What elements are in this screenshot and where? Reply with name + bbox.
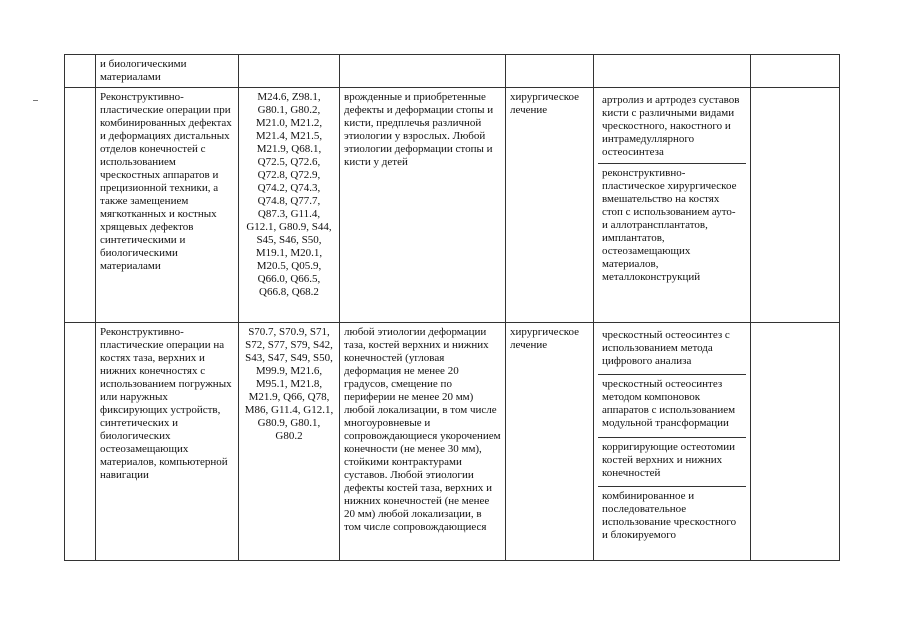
cell-patient-model	[340, 55, 506, 88]
scan-mark	[33, 100, 38, 101]
cell-standard	[751, 55, 840, 88]
cell-intervention-name: Реконструктивно-пластические операции на костях таза, верхних и нижних конечностях с использованием погружных или наружных фиксирующих устройств, синтетических и биологических остеозамещающих материалов, компьютерной навигации	[96, 323, 239, 561]
cell-standard	[751, 323, 840, 561]
treatment-method-item: чрескостный остеосинтез методом компоновок аппаратов с использованием модульной трансформации	[598, 375, 746, 438]
cell-codes: S70.7, S70.9, S71, S72, S77, S79, S42, S43, S47, S49, S50, M99.9, M21.6, M95.1, M21.8, M21.9, Q66, Q78, M86, G11.4, G12.1, G80.9, G80.1, G80.2	[239, 323, 340, 561]
cell-treatment-methods	[594, 323, 751, 561]
cell-treatment-type: хирургическое лечение	[506, 323, 594, 561]
cell-codes	[239, 55, 340, 88]
treatment-method-item: корригирующие остеотомии костей верхних и нижних конечностей	[598, 438, 746, 487]
treatment-method-item: реконструктивно-пластическое хирургическое вмешательство на костях стоп с использованием ауто- и аллотрансплантатов, имплантатов, остеозамещающих материалов, металлоконструкций	[602, 167, 737, 283]
cell-treatment-methods	[594, 88, 751, 323]
table-row-continuation	[65, 55, 840, 88]
cell-treatment-method	[594, 55, 751, 88]
cell-treatment-type	[506, 55, 594, 88]
treatment-method-item: артролиз и артродез суставов кисти с различными видами чрескостного, накостного и интрамедуллярного остеосинтеза	[598, 91, 746, 164]
cell-number	[65, 88, 96, 323]
cell-intervention-name: Реконструктивно-пластические операции при комбинированных дефектах и деформациях дистальных отделов конечностей с использованием чрескостных аппаратов и прецизионной техники, а также замещением мягкотканных и костных хрящевых дефектов синтетическими и биологическими материалами	[96, 88, 239, 323]
cell-standard	[751, 88, 840, 323]
cell-codes: M24.6, Z98.1, G80.1, G80.2, M21.0, M21.2, M21.4, M21.5, M21.9, Q68.1, Q72.5, Q72.6, Q72.8, Q72.9, Q74.2, Q74.3, Q74.8, Q77.7, Q87.3, G11.4, G12.1, G80.9, S44, S45, S46, S50, M19.1, M20.1, M20.5, Q05.9, Q66.0, Q66.5, Q66.8, Q68.2	[239, 88, 340, 323]
table-row-distal-limbs	[65, 88, 840, 323]
table-row-pelvis-limbs	[65, 323, 840, 561]
treatment-method-item: чрескостный остеосинтез с использованием метода цифрового анализа	[598, 326, 746, 375]
cell-treatment-type: хирургическое лечение	[506, 88, 594, 323]
cell-number	[65, 55, 96, 88]
treatment-method-item: комбинированное и последовательное использование чрескостного и блокируемого	[602, 490, 737, 541]
cell-intervention-name: и биологическими материалами	[96, 55, 239, 88]
cell-patient-model: врожденные и приобретенные дефекты и деформации стопы и кисти, предплечья различной этиологии у взрослых. Любой этиологии деформации стопы и кисти у детей	[340, 88, 506, 323]
medical-care-table	[64, 54, 840, 561]
cell-patient-model: любой этиологии деформации таза, костей верхних и нижних конечностей (угловая деформация не менее 20 градусов, смещение по периферии не менее 20 мм) любой локализации, в том числе многоуровневые и сопровождающиеся укорочением конечности (не менее 30 мм), стойкими контрактурами суставов. Любой этиологии дефекты костей таза, верхних и нижних конечностей (не менее 20 мм) любой локализации, в том числе сопровождающиеся	[340, 323, 506, 561]
cell-number	[65, 323, 96, 561]
